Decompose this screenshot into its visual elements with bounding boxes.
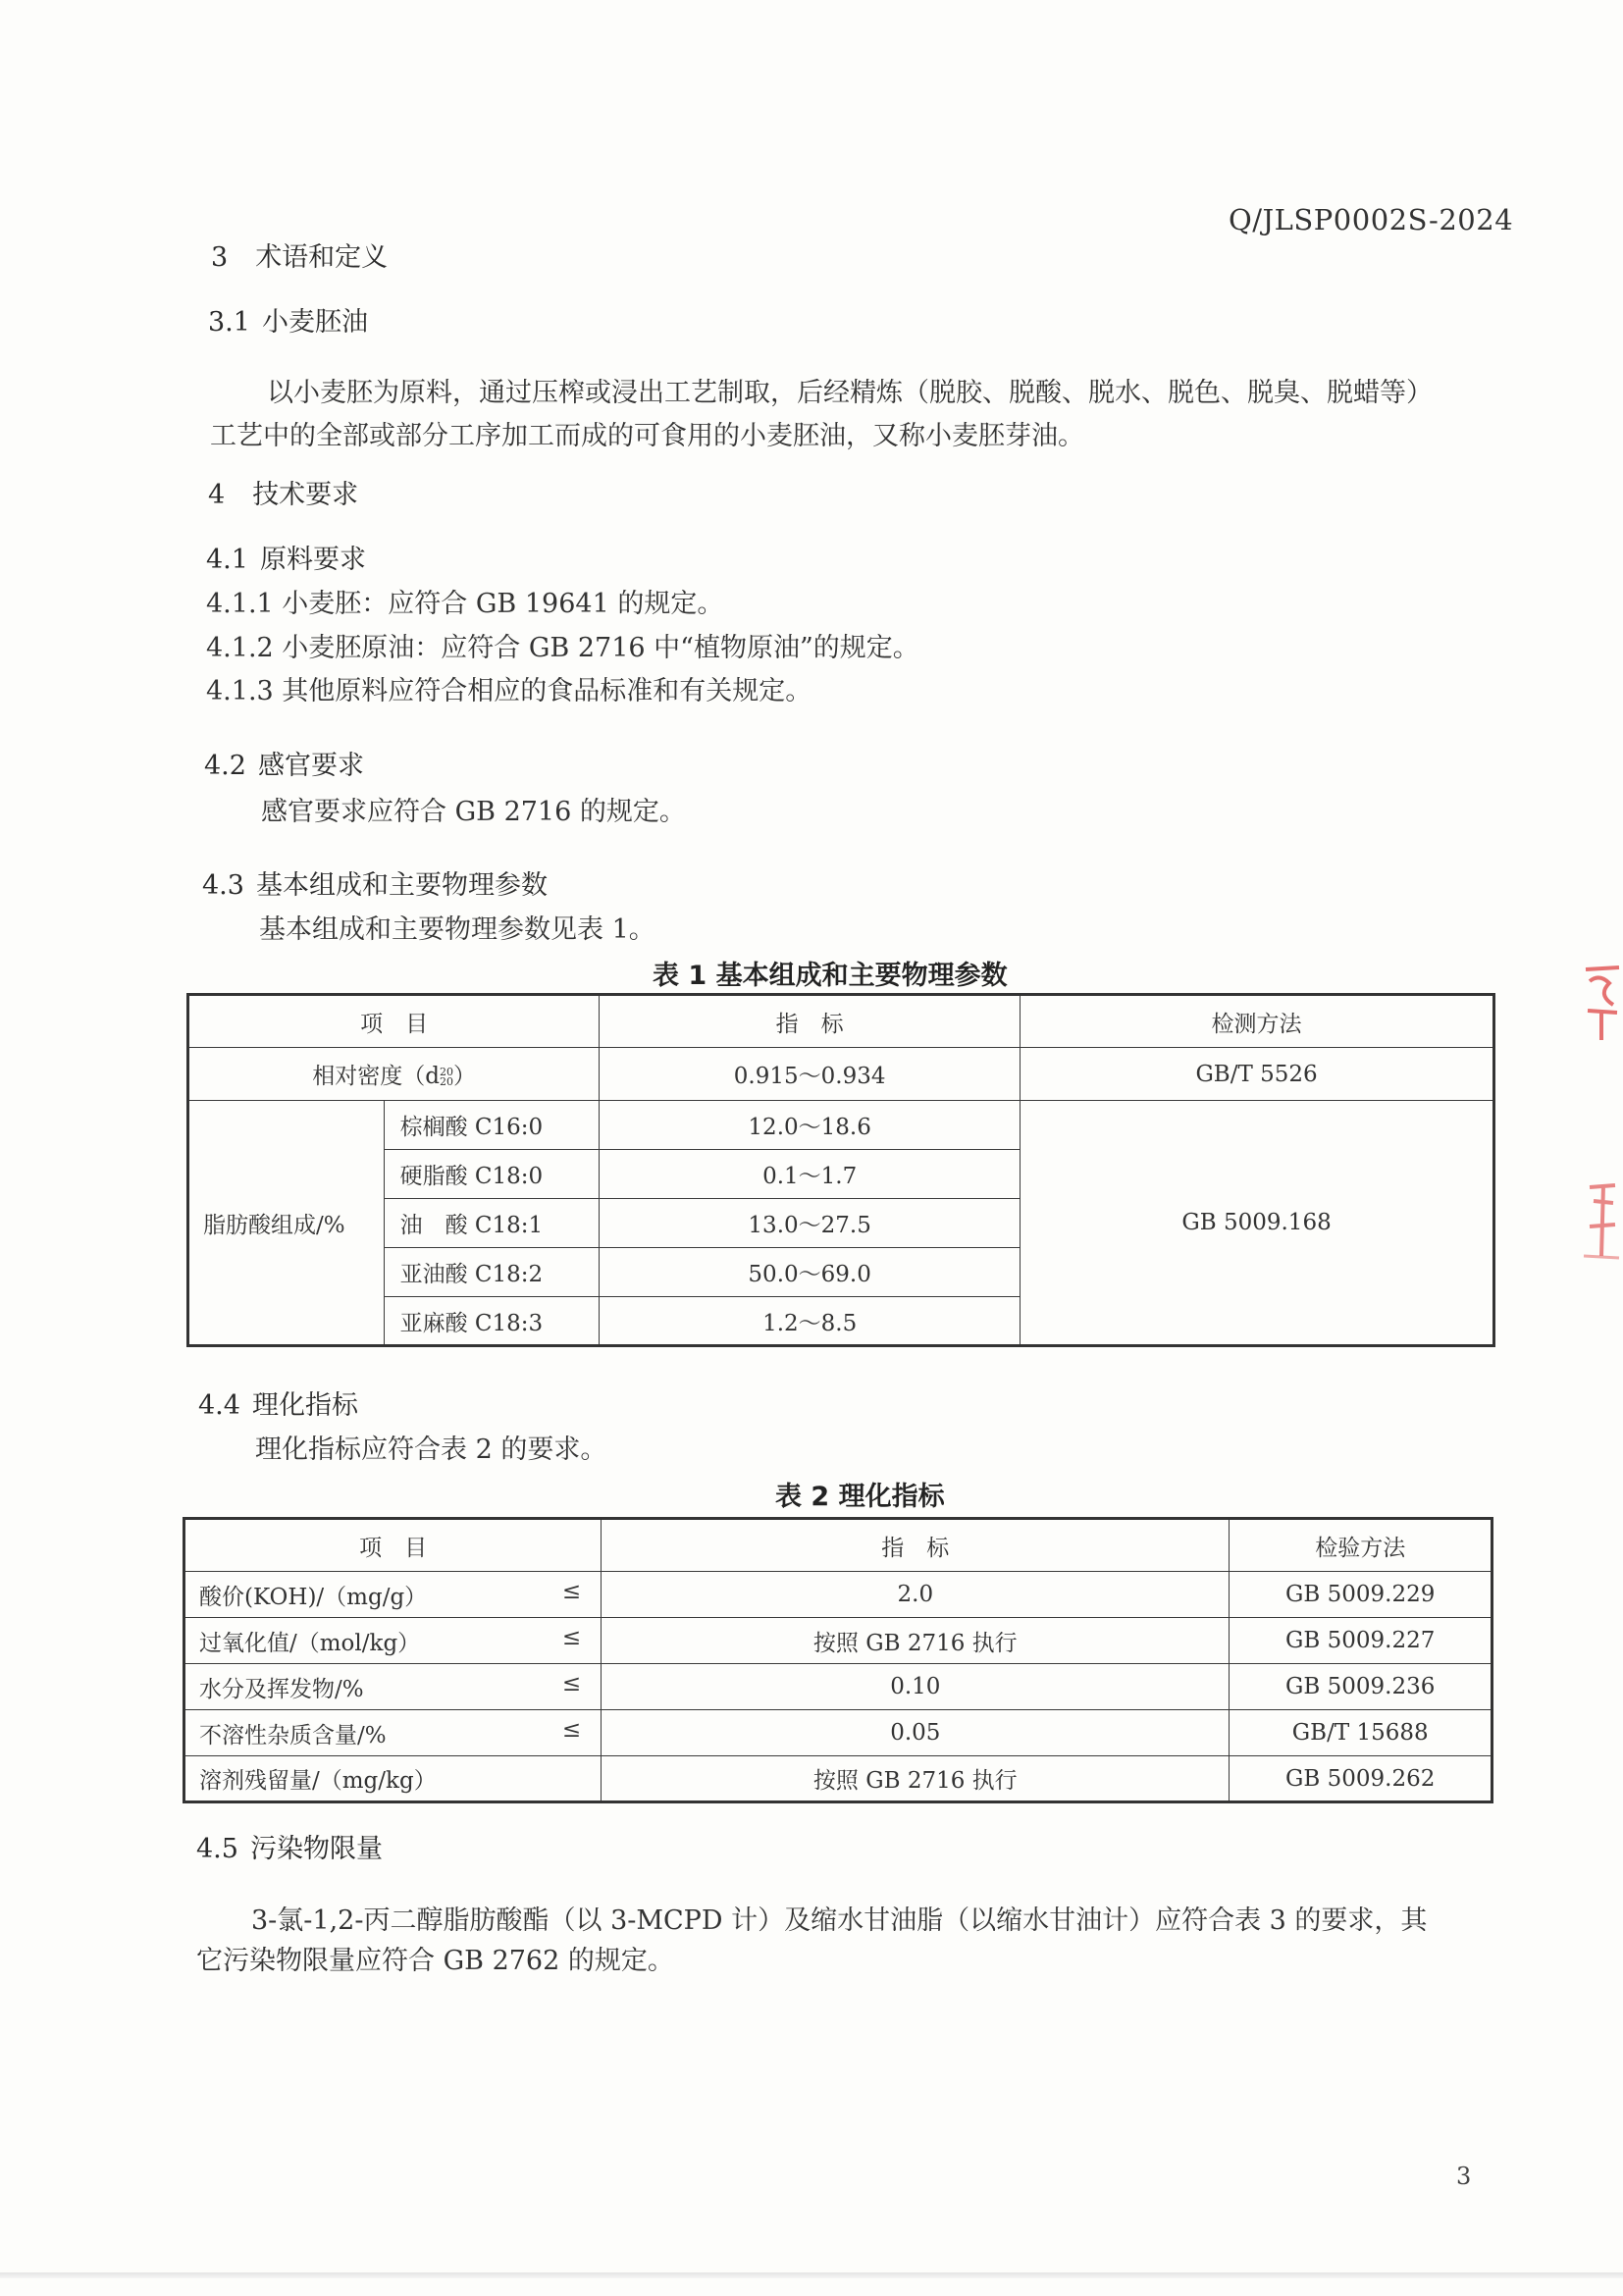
- method-cell: GB 5009.262: [1230, 1756, 1492, 1802]
- item-cell: 溶剂残留量/（mg/kg）: [184, 1756, 602, 1802]
- section-title: 基本组成和主要物理参数: [255, 870, 548, 901]
- fatty-acid-value: 12.0～18.6: [600, 1101, 1021, 1150]
- table-2-caption: 表 2 理化指标: [775, 1482, 945, 1512]
- column-header: 检测方法: [1021, 995, 1494, 1048]
- table-row: [184, 1572, 1492, 1618]
- fatty-acid-value: 0.1～1.7: [600, 1150, 1021, 1199]
- fatty-acid-value: 50.0～69.0: [600, 1248, 1021, 1297]
- method-cell: GB/T 15688: [1230, 1710, 1492, 1756]
- section-3-heading: [211, 235, 388, 274]
- fatty-acid-name: 硬脂酸 C18:0: [384, 1150, 600, 1199]
- list-item: 4.1.1 小麦胚：应符合 GB 19641 的规定。: [206, 589, 724, 619]
- value-cell: 0.05: [602, 1710, 1230, 1756]
- table-2: [183, 1517, 1493, 1803]
- section-title: 感官要求: [257, 751, 364, 781]
- column-header: 指 标: [602, 1519, 1230, 1572]
- fatty-acid-value: 1.2～8.5: [600, 1297, 1021, 1346]
- paragraph-line: 它污染物限量应符合 GB 2762 的规定。: [196, 1946, 674, 1976]
- method-cell: GB 5009.229: [1230, 1572, 1492, 1618]
- density-method: GB/T 5526: [1021, 1048, 1494, 1101]
- section-number: 4.4: [198, 1390, 240, 1421]
- paragraph-line: 以小麦胚为原料，通过压榨或浸出工艺制取，后经精炼（脱胶、脱酸、脱水、脱色、脱臭、脱蜡等）: [267, 378, 1433, 408]
- document-code: Q/JLSP0002S-2024: [1229, 203, 1514, 236]
- table-header-row: [184, 1519, 1492, 1572]
- table-1: [186, 993, 1495, 1347]
- section-number: 4.2: [204, 751, 246, 781]
- fatty-acid-name: 油 酸 C18:1: [384, 1199, 600, 1248]
- method-cell: GB 5009.236: [1230, 1664, 1492, 1710]
- fatty-acid-name: 棕榈酸 C16:0: [384, 1101, 600, 1150]
- paragraph-line: 工艺中的全部或部分工序加工而成的可食用的小麦胚油，又称小麦胚芽油。: [210, 421, 1084, 451]
- section-title: 理化指标: [251, 1390, 358, 1421]
- table-row: [184, 1710, 1492, 1756]
- value-cell: 2.0: [602, 1572, 1230, 1618]
- section-number: 4.5: [196, 1834, 238, 1864]
- section-title: 技术要求: [252, 480, 359, 510]
- table-row: [188, 1101, 1494, 1150]
- table-row: [184, 1756, 1492, 1802]
- paragraph-line: 基本组成和主要物理参数见表 1。: [259, 914, 655, 945]
- column-header: 项 目: [188, 995, 600, 1048]
- column-header: 指 标: [600, 995, 1021, 1048]
- fatty-acid-method: GB 5009.168: [1021, 1101, 1494, 1346]
- paragraph-line: 感官要求应符合 GB 2716 的规定。: [261, 797, 686, 827]
- value-cell: 0.10: [602, 1664, 1230, 1710]
- method-cell: GB 5009.227: [1230, 1618, 1492, 1664]
- section-4-4-heading: [198, 1383, 358, 1422]
- section-number: 4.1: [206, 545, 248, 575]
- section-4-heading: [208, 473, 358, 511]
- fatty-acid-value: 13.0～27.5: [600, 1199, 1021, 1248]
- section-number: 4.3: [202, 870, 244, 901]
- section-title: 术语和定义: [255, 242, 389, 273]
- section-4-1-heading: [206, 538, 366, 576]
- table-row: [184, 1618, 1492, 1664]
- section-4-5-heading: [196, 1827, 383, 1865]
- section-title: 原料要求: [259, 545, 366, 575]
- section-title: 小麦胚油: [261, 307, 368, 338]
- seal-stamp-icon: [1580, 962, 1623, 1285]
- section-number: 4: [208, 480, 226, 510]
- fatty-acid-name: 亚麻酸 C18:3: [384, 1297, 600, 1346]
- value-cell: 按照 GB 2716 执行: [602, 1618, 1230, 1664]
- section-4-3-heading: [202, 863, 548, 902]
- column-header: 检验方法: [1230, 1519, 1492, 1572]
- table-header-row: [188, 995, 1494, 1048]
- table-row: [188, 1048, 1494, 1101]
- list-item: 4.1.2 小麦胚原油：应符合 GB 2716 中“植物原油”的规定。: [206, 633, 919, 663]
- value-cell: 按照 GB 2716 执行: [602, 1756, 1230, 1802]
- section-4-2-heading: [204, 744, 364, 782]
- column-header: 项 目: [184, 1519, 602, 1572]
- section-number: 3.1: [208, 307, 250, 338]
- density-label: 相对密度（d 20 20 ）: [188, 1048, 600, 1101]
- table-row: [184, 1664, 1492, 1710]
- section-number: 3: [211, 242, 229, 273]
- list-item: 4.1.3 其他原料应符合相应的食品标准和有关规定。: [206, 676, 812, 706]
- fatty-acid-name: 亚油酸 C18:2: [384, 1248, 600, 1297]
- paragraph-line: 3-氯-1,2-丙二醇脂肪酸酯（以 3-MCPD 计）及缩水甘油脂（以缩水甘油计）应符合表 3 的要求，其: [251, 1905, 1428, 1936]
- page-number: 3: [1456, 2163, 1472, 2190]
- item-cell: 不溶性杂质含量/% ≤: [184, 1710, 602, 1756]
- item-cell: 过氧化值/（mol/kg） ≤: [184, 1618, 602, 1664]
- scan-edge-divider: [0, 2272, 1623, 2278]
- section-3-1-heading: [208, 300, 368, 339]
- fatty-acid-group-label: 脂肪酸组成/%: [188, 1101, 385, 1346]
- item-cell: 酸价(KOH)/（mg/g） ≤: [184, 1572, 602, 1618]
- density-value: 0.915～0.934: [600, 1048, 1021, 1101]
- table-1-caption: 表 1 基本组成和主要物理参数: [653, 961, 1008, 991]
- item-cell: 水分及挥发物/% ≤: [184, 1664, 602, 1710]
- paragraph-line: 理化指标应符合表 2 的要求。: [255, 1435, 607, 1465]
- section-title: 污染物限量: [249, 1834, 383, 1864]
